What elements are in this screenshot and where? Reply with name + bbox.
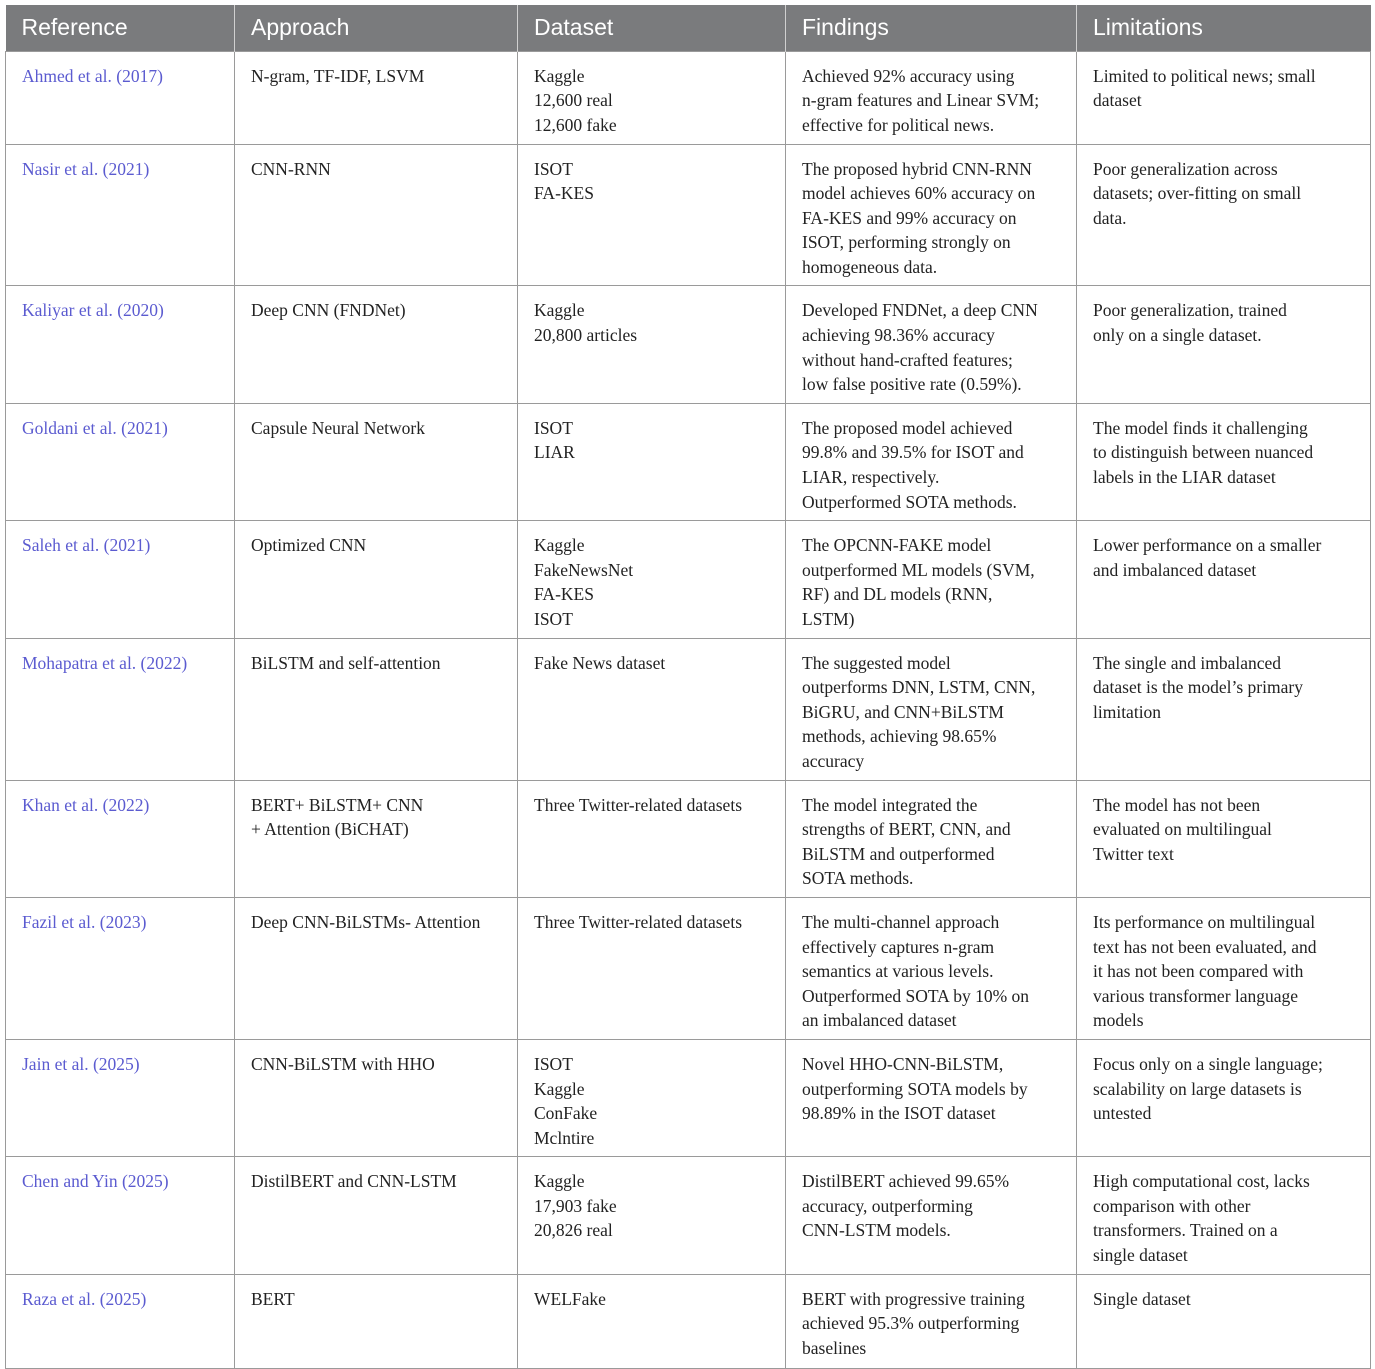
table-row xyxy=(6,403,1371,520)
cell-findings-line: low false positive rate (0.59%). xyxy=(802,374,1022,395)
literature-table xyxy=(5,5,1371,1369)
cell-limitations-line: limitation xyxy=(1093,701,1162,722)
cell-findings-line: CNN-LSTM models. xyxy=(802,1220,951,1241)
cell-dataset xyxy=(518,897,786,1039)
cell-limitations-line: only on a single dataset. xyxy=(1093,325,1262,346)
cell-findings-line: DistilBERT achieved 99.65% xyxy=(802,1171,1010,1192)
cell-findings-line: effective for political news. xyxy=(802,114,995,135)
cell-limitations-line: and imbalanced dataset xyxy=(1093,559,1257,580)
cell-limitations-line: Its performance on multilingual xyxy=(1093,911,1316,932)
cell-approach-line: N-gram, TF-IDF, LSVM xyxy=(251,65,425,86)
cell-findings-line: effectively captures n-gram xyxy=(802,936,995,957)
cell-findings-line: The proposed hybrid CNN-RNN xyxy=(802,158,1032,179)
cell-approach xyxy=(235,638,518,780)
cell-findings-line: 98.89% in the ISOT dataset xyxy=(802,1103,996,1124)
cell-findings-line: accuracy, outperforming xyxy=(802,1195,973,1216)
cell-dataset-line: FA-KES xyxy=(534,183,594,204)
cell-findings-line: FA-KES and 99% accuracy on xyxy=(802,207,1017,228)
cell-approach xyxy=(235,1274,518,1368)
table-row xyxy=(6,51,1371,144)
cell-approach-line: + Attention (BiCHAT) xyxy=(251,819,409,840)
cell-limitations-line: data. xyxy=(1093,207,1127,228)
cell-approach xyxy=(235,403,518,520)
cell-limitations-line: The model has not been xyxy=(1093,794,1261,815)
cell-dataset xyxy=(518,144,786,286)
cell-reference[interactable]: Ahmed et al. (2017) xyxy=(6,51,235,144)
cell-limitations-line: to distinguish between nuanced xyxy=(1093,442,1314,463)
cell-findings xyxy=(786,897,1077,1039)
cell-limitations-line: The single and imbalanced xyxy=(1093,652,1282,673)
cell-findings-line: Outperformed SOTA methods. xyxy=(802,491,1017,512)
cell-findings-line: achieved 95.3% outperforming xyxy=(802,1313,1020,1334)
table-row xyxy=(6,1039,1371,1156)
cell-approach-line: DistilBERT and CNN-LSTM xyxy=(251,1171,457,1192)
cell-reference[interactable]: Chen and Yin (2025) xyxy=(6,1157,235,1274)
cell-findings-line: n-gram features and Linear SVM; xyxy=(802,90,1040,111)
cell-dataset-line: Kaggle xyxy=(534,1078,585,1099)
cell-findings xyxy=(786,403,1077,520)
cell-limitations xyxy=(1077,1039,1371,1156)
cell-dataset-line: LIAR xyxy=(534,442,575,463)
cell-dataset-line: FakeNewsNet xyxy=(534,559,634,580)
cell-limitations-line: single dataset xyxy=(1093,1245,1188,1266)
cell-findings-line: Achieved 92% accuracy using xyxy=(802,65,1015,86)
cell-dataset-line: Kaggle xyxy=(534,65,585,86)
table-row xyxy=(6,521,1371,638)
cell-approach xyxy=(235,144,518,286)
cell-limitations-line: comparison with other xyxy=(1093,1195,1251,1216)
cell-limitations-line: Poor generalization across xyxy=(1093,158,1278,179)
cell-findings-line: RF) and DL models (RNN, xyxy=(802,584,993,605)
cell-limitations-line: dataset is the model’s primary xyxy=(1093,677,1303,698)
table-row xyxy=(6,1157,1371,1274)
cell-limitations-line: The model finds it challenging xyxy=(1093,417,1308,438)
cell-dataset xyxy=(518,638,786,780)
cell-limitations xyxy=(1077,1157,1371,1274)
cell-findings-line: The suggested model xyxy=(802,652,951,673)
cell-findings xyxy=(786,286,1077,403)
cell-approach-line: CNN-RNN xyxy=(251,158,331,179)
cell-limitations xyxy=(1077,521,1371,638)
cell-dataset-line: 20,826 real xyxy=(534,1220,613,1241)
cell-dataset-line: Fake News dataset xyxy=(534,652,666,673)
cell-approach-line: BERT+ BiLSTM+ CNN xyxy=(251,794,424,815)
cell-limitations-line: scalability on large datasets is xyxy=(1093,1078,1302,1099)
table-row xyxy=(6,144,1371,286)
cell-dataset-line: FA-KES xyxy=(534,584,594,605)
cell-limitations xyxy=(1077,51,1371,144)
cell-findings xyxy=(786,144,1077,286)
cell-dataset-line: 20,800 articles xyxy=(534,325,638,346)
cell-limitations xyxy=(1077,897,1371,1039)
header-findings: Findings xyxy=(786,5,1077,51)
cell-reference[interactable]: Kaliyar et al. (2020) xyxy=(6,286,235,403)
cell-reference[interactable]: Saleh et al. (2021) xyxy=(6,521,235,638)
cell-findings-line: LSTM) xyxy=(802,609,855,629)
cell-approach xyxy=(235,1157,518,1274)
table-row xyxy=(6,286,1371,403)
cell-limitations-line: various transformer language xyxy=(1093,985,1299,1006)
cell-limitations-line: Lower performance on a smaller xyxy=(1093,535,1322,556)
cell-limitations-line: Twitter text xyxy=(1093,843,1174,864)
cell-dataset-line: ISOT xyxy=(534,609,573,629)
cell-findings-line: LIAR, respectively. xyxy=(802,467,940,488)
cell-dataset-line: WELFake xyxy=(534,1288,606,1309)
cell-findings xyxy=(786,521,1077,638)
cell-findings-line: Outperformed SOTA by 10% on xyxy=(802,985,1030,1006)
cell-dataset-line: Kaggle xyxy=(534,1171,585,1192)
table-row xyxy=(6,780,1371,897)
cell-findings-line: semantics at various levels. xyxy=(802,961,994,982)
cell-limitations-line: evaluated on multilingual xyxy=(1093,819,1272,840)
cell-findings-line: ISOT, performing strongly on xyxy=(802,232,1011,253)
cell-dataset xyxy=(518,51,786,144)
cell-approach-line: Deep CNN (FNDNet) xyxy=(251,300,406,321)
cell-approach xyxy=(235,521,518,638)
cell-findings-line: Novel HHO-CNN-BiLSTM, xyxy=(802,1053,1004,1074)
cell-findings-line: an imbalanced dataset xyxy=(802,1010,957,1031)
cell-approach-line: BERT xyxy=(251,1288,295,1309)
cell-approach-line: Capsule Neural Network xyxy=(251,417,425,438)
cell-limitations-line: High computational cost, lacks xyxy=(1093,1171,1310,1192)
cell-dataset-line: ISOT xyxy=(534,158,573,179)
cell-dataset-line: ISOT xyxy=(534,1053,573,1074)
cell-findings-line: BiGRU, and CNN+BiLSTM xyxy=(802,701,1004,722)
cell-findings-line: baselines xyxy=(802,1337,867,1358)
cell-approach xyxy=(235,1039,518,1156)
cell-findings-line: The proposed model achieved xyxy=(802,417,1013,438)
cell-findings xyxy=(786,1157,1077,1274)
cell-limitations-line: labels in the LIAR dataset xyxy=(1093,467,1276,488)
cell-reference[interactable]: Fazil et al. (2023) xyxy=(6,897,235,1039)
cell-approach xyxy=(235,51,518,144)
cell-dataset xyxy=(518,1039,786,1156)
cell-dataset xyxy=(518,403,786,520)
cell-findings xyxy=(786,51,1077,144)
cell-findings-line: SOTA methods. xyxy=(802,868,914,889)
cell-limitations xyxy=(1077,638,1371,780)
header-reference: Reference xyxy=(6,5,235,51)
cell-dataset xyxy=(518,1157,786,1274)
cell-findings-line: The multi-channel approach xyxy=(802,911,1000,932)
cell-findings-line: homogeneous data. xyxy=(802,256,938,277)
cell-reference[interactable]: Khan et al. (2022) xyxy=(6,780,235,897)
cell-limitations-line: Single dataset xyxy=(1093,1288,1191,1309)
cell-findings xyxy=(786,1274,1077,1368)
cell-findings-line: achieving 98.36% accuracy xyxy=(802,325,995,346)
cell-dataset-line: ConFake xyxy=(534,1103,598,1124)
cell-limitations-line: it has not been compared with xyxy=(1093,961,1304,982)
cell-findings xyxy=(786,780,1077,897)
cell-dataset xyxy=(518,286,786,403)
cell-findings-line: Developed FNDNet, a deep CNN xyxy=(802,300,1038,321)
header-limitations: Limitations xyxy=(1077,5,1371,51)
cell-dataset-line: Kaggle xyxy=(534,535,585,556)
cell-dataset-line: 12,600 fake xyxy=(534,114,617,135)
cell-limitations-line: untested xyxy=(1093,1103,1152,1124)
cell-findings xyxy=(786,1039,1077,1156)
cell-findings-line: outperforming SOTA models by xyxy=(802,1078,1028,1099)
cell-limitations-line: Focus only on a single language; xyxy=(1093,1053,1323,1074)
cell-limitations-line: Poor generalization, trained xyxy=(1093,300,1287,321)
cell-dataset-line: Kaggle xyxy=(534,300,585,321)
cell-dataset-line: Three Twitter-related datasets xyxy=(534,911,743,932)
cell-limitations-line: datasets; over-fitting on small xyxy=(1093,183,1302,204)
cell-limitations xyxy=(1077,1274,1371,1368)
cell-findings-line: methods, achieving 98.65% xyxy=(802,726,997,747)
cell-findings-line: 99.8% and 39.5% for ISOT and xyxy=(802,442,1024,463)
cell-reference[interactable]: Raza et al. (2025) xyxy=(6,1274,235,1368)
cell-findings-line: The model integrated the xyxy=(802,794,978,815)
cell-dataset-line: 12,600 real xyxy=(534,90,613,111)
cell-findings-line: strengths of BERT, CNN, and xyxy=(802,819,1011,840)
cell-findings-line: outperforms DNN, LSTM, CNN, xyxy=(802,677,1036,698)
cell-limitations-line: Limited to political news; small xyxy=(1093,65,1316,86)
cell-dataset xyxy=(518,780,786,897)
cell-limitations xyxy=(1077,403,1371,520)
cell-approach xyxy=(235,897,518,1039)
cell-findings-line: accuracy xyxy=(802,750,865,771)
header-approach: Approach xyxy=(235,5,518,51)
cell-approach xyxy=(235,286,518,403)
cell-limitations xyxy=(1077,286,1371,403)
cell-approach-line: CNN-BiLSTM with HHO xyxy=(251,1053,435,1074)
cell-findings-line: The OPCNN-FAKE model xyxy=(802,535,992,556)
cell-limitations-line: transformers. Trained on a xyxy=(1093,1220,1278,1241)
table-row xyxy=(6,897,1371,1039)
cell-reference[interactable]: Mohapatra et al. (2022) xyxy=(6,638,235,780)
cell-limitations-line: models xyxy=(1093,1010,1144,1031)
cell-reference[interactable]: Goldani et al. (2021) xyxy=(6,403,235,520)
cell-approach-line: Deep CNN-BiLSTMs- Attention xyxy=(251,911,481,932)
cell-limitations-line: dataset xyxy=(1093,90,1142,111)
cell-dataset-line: Mclntire xyxy=(534,1127,595,1148)
cell-limitations xyxy=(1077,780,1371,897)
cell-dataset xyxy=(518,1274,786,1368)
cell-approach-line: BiLSTM and self-attention xyxy=(251,652,441,673)
cell-findings-line: BERT with progressive training xyxy=(802,1288,1025,1309)
cell-findings-line: BiLSTM and outperformed xyxy=(802,843,995,864)
table-row xyxy=(6,638,1371,780)
cell-reference[interactable]: Jain et al. (2025) xyxy=(6,1039,235,1156)
cell-limitations-line: text has not been evaluated, and xyxy=(1093,936,1317,957)
header-row xyxy=(6,5,1371,51)
cell-dataset-line: ISOT xyxy=(534,417,573,438)
cell-dataset-line: Three Twitter-related datasets xyxy=(534,794,743,815)
cell-findings-line: outperformed ML models (SVM, xyxy=(802,559,1035,580)
cell-findings-line: model achieves 60% accuracy on xyxy=(802,183,1036,204)
cell-dataset xyxy=(518,521,786,638)
table-row xyxy=(6,1274,1371,1368)
cell-limitations xyxy=(1077,144,1371,286)
cell-findings xyxy=(786,638,1077,780)
header-dataset: Dataset xyxy=(518,5,786,51)
cell-approach xyxy=(235,780,518,897)
cell-approach-line: Optimized CNN xyxy=(251,535,367,556)
cell-reference[interactable]: Nasir et al. (2021) xyxy=(6,144,235,286)
cell-findings-line: without hand-crafted features; xyxy=(802,349,1013,370)
cell-dataset-line: 17,903 fake xyxy=(534,1195,617,1216)
